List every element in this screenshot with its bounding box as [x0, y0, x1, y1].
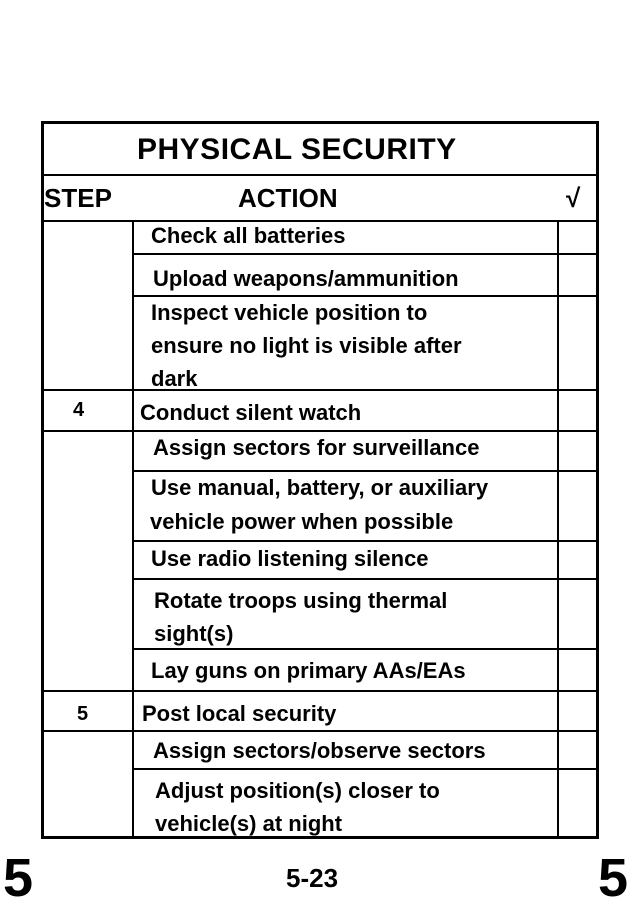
chapter-marker-right: 5 — [598, 848, 629, 908]
action-text: sight(s) — [154, 621, 234, 646]
action-text: Assign sectors/observe sectors — [153, 738, 486, 763]
step-number: 4 — [73, 399, 85, 421]
action-text: Inspect vehicle position to — [151, 300, 428, 325]
action-text: Use manual, battery, or auxiliary — [151, 475, 489, 500]
title-divider — [44, 174, 596, 176]
card-title: PHYSICAL SECURITY — [137, 133, 457, 166]
action-text: Conduct silent watch — [140, 400, 362, 425]
row-divider — [44, 389, 596, 391]
row-divider — [132, 768, 596, 770]
action-text: vehicle power when possible — [150, 509, 454, 534]
action-text: Lay guns on primary AAs/EAs — [151, 658, 466, 683]
chapter-marker-left: 5 — [3, 848, 34, 908]
action-column-header: ACTION — [238, 183, 338, 213]
action-text: Post local security — [142, 701, 337, 726]
row-divider — [132, 578, 596, 580]
action-text: Use radio listening silence — [151, 546, 429, 571]
action-text: Rotate troops using thermal — [154, 588, 448, 613]
row-divider — [132, 253, 596, 255]
action-text: Upload weapons/ammunition — [153, 266, 459, 291]
check-column-header: √ — [566, 183, 581, 213]
check-column-divider — [557, 220, 559, 836]
step-column-divider — [132, 220, 134, 836]
action-text: vehicle(s) at night — [155, 811, 343, 836]
step-number: 5 — [77, 703, 89, 725]
action-text: Adjust position(s) closer to — [155, 778, 440, 803]
page-number: 5-23 — [286, 863, 339, 893]
action-text: Check all batteries — [151, 223, 346, 248]
checklist-card — [41, 121, 599, 839]
row-divider — [44, 690, 596, 692]
action-text: Assign sectors for surveillance — [153, 435, 480, 460]
action-text: ensure no light is visible after — [151, 333, 462, 358]
step-column-header: STEP — [44, 183, 112, 213]
row-divider — [44, 730, 596, 732]
action-text: dark — [151, 366, 198, 391]
